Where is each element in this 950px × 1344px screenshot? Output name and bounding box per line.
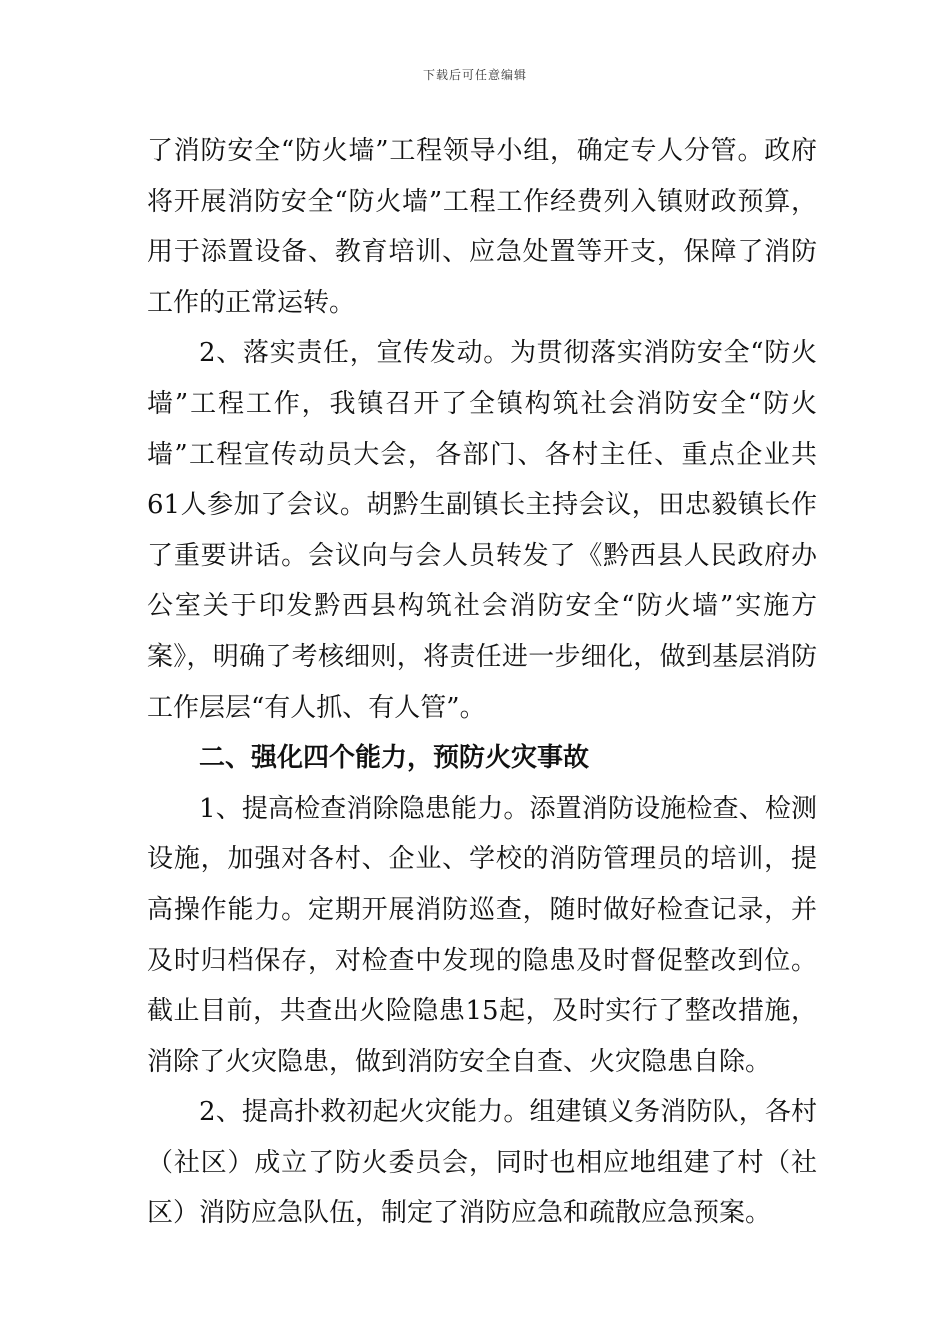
page-header: 下载后可任意编辑 [422, 68, 527, 82]
paragraph-inspection: 1、提高检查消除隐患能力。添置消防设施检查、检测设施，加强对各村、企业、学校的消防管理员的培训，提高操作能力。定期开展消防巡查，随时做好检查记录，并及时归档保存，对检查中发现的隐患及时督促整改到位。截止目前，共查出火险隐患15起，及时实行了整改措施，消除了火灾隐患，做到消防安全自查、火灾隐患自除。 [147, 793, 817, 1077]
paragraph-firefighting: 2、提高扑救初起火灾能力。组建镇义务消防队，各村（社区）成立了防火委员会，同时也相应地组建了村（社区）消防应急队伍，制定了消防应急和疏散应急预案。 [147, 1097, 817, 1229]
document-body [147, 126, 817, 1239]
section-heading: 二、强化四个能力，预防火灾事故 [199, 743, 590, 774]
paragraph-responsibility: 2、落实责任，宣传发动。为贯彻落实消防安全“防火墙”工程工作，我镇召开了全镇构筑社会消防安全“防火墙”工程宣传动员大会，各部门、各村主任、重点企业共61人参加了会议。胡黔生副镇长主持会议，田忠毅镇长作了重要讲话。会议向与会人员转发了《黔西县人民政府办公室关于印发黔西县构筑社会消防安全“防火墙”实施方案》，明确了考核细则，将责任进一步细化，做到基层消防工作层层“有人抓、有人管”。 [147, 338, 817, 723]
paragraph-continuation: 了消防安全“防火墙”工程领导小组，确定专人分管。政府将开展消防安全“防火墙”工程工作经费列入镇财政预算，用于添置设备、教育培训、应急处置等开支，保障了消防工作的正常运转。 [147, 136, 817, 318]
